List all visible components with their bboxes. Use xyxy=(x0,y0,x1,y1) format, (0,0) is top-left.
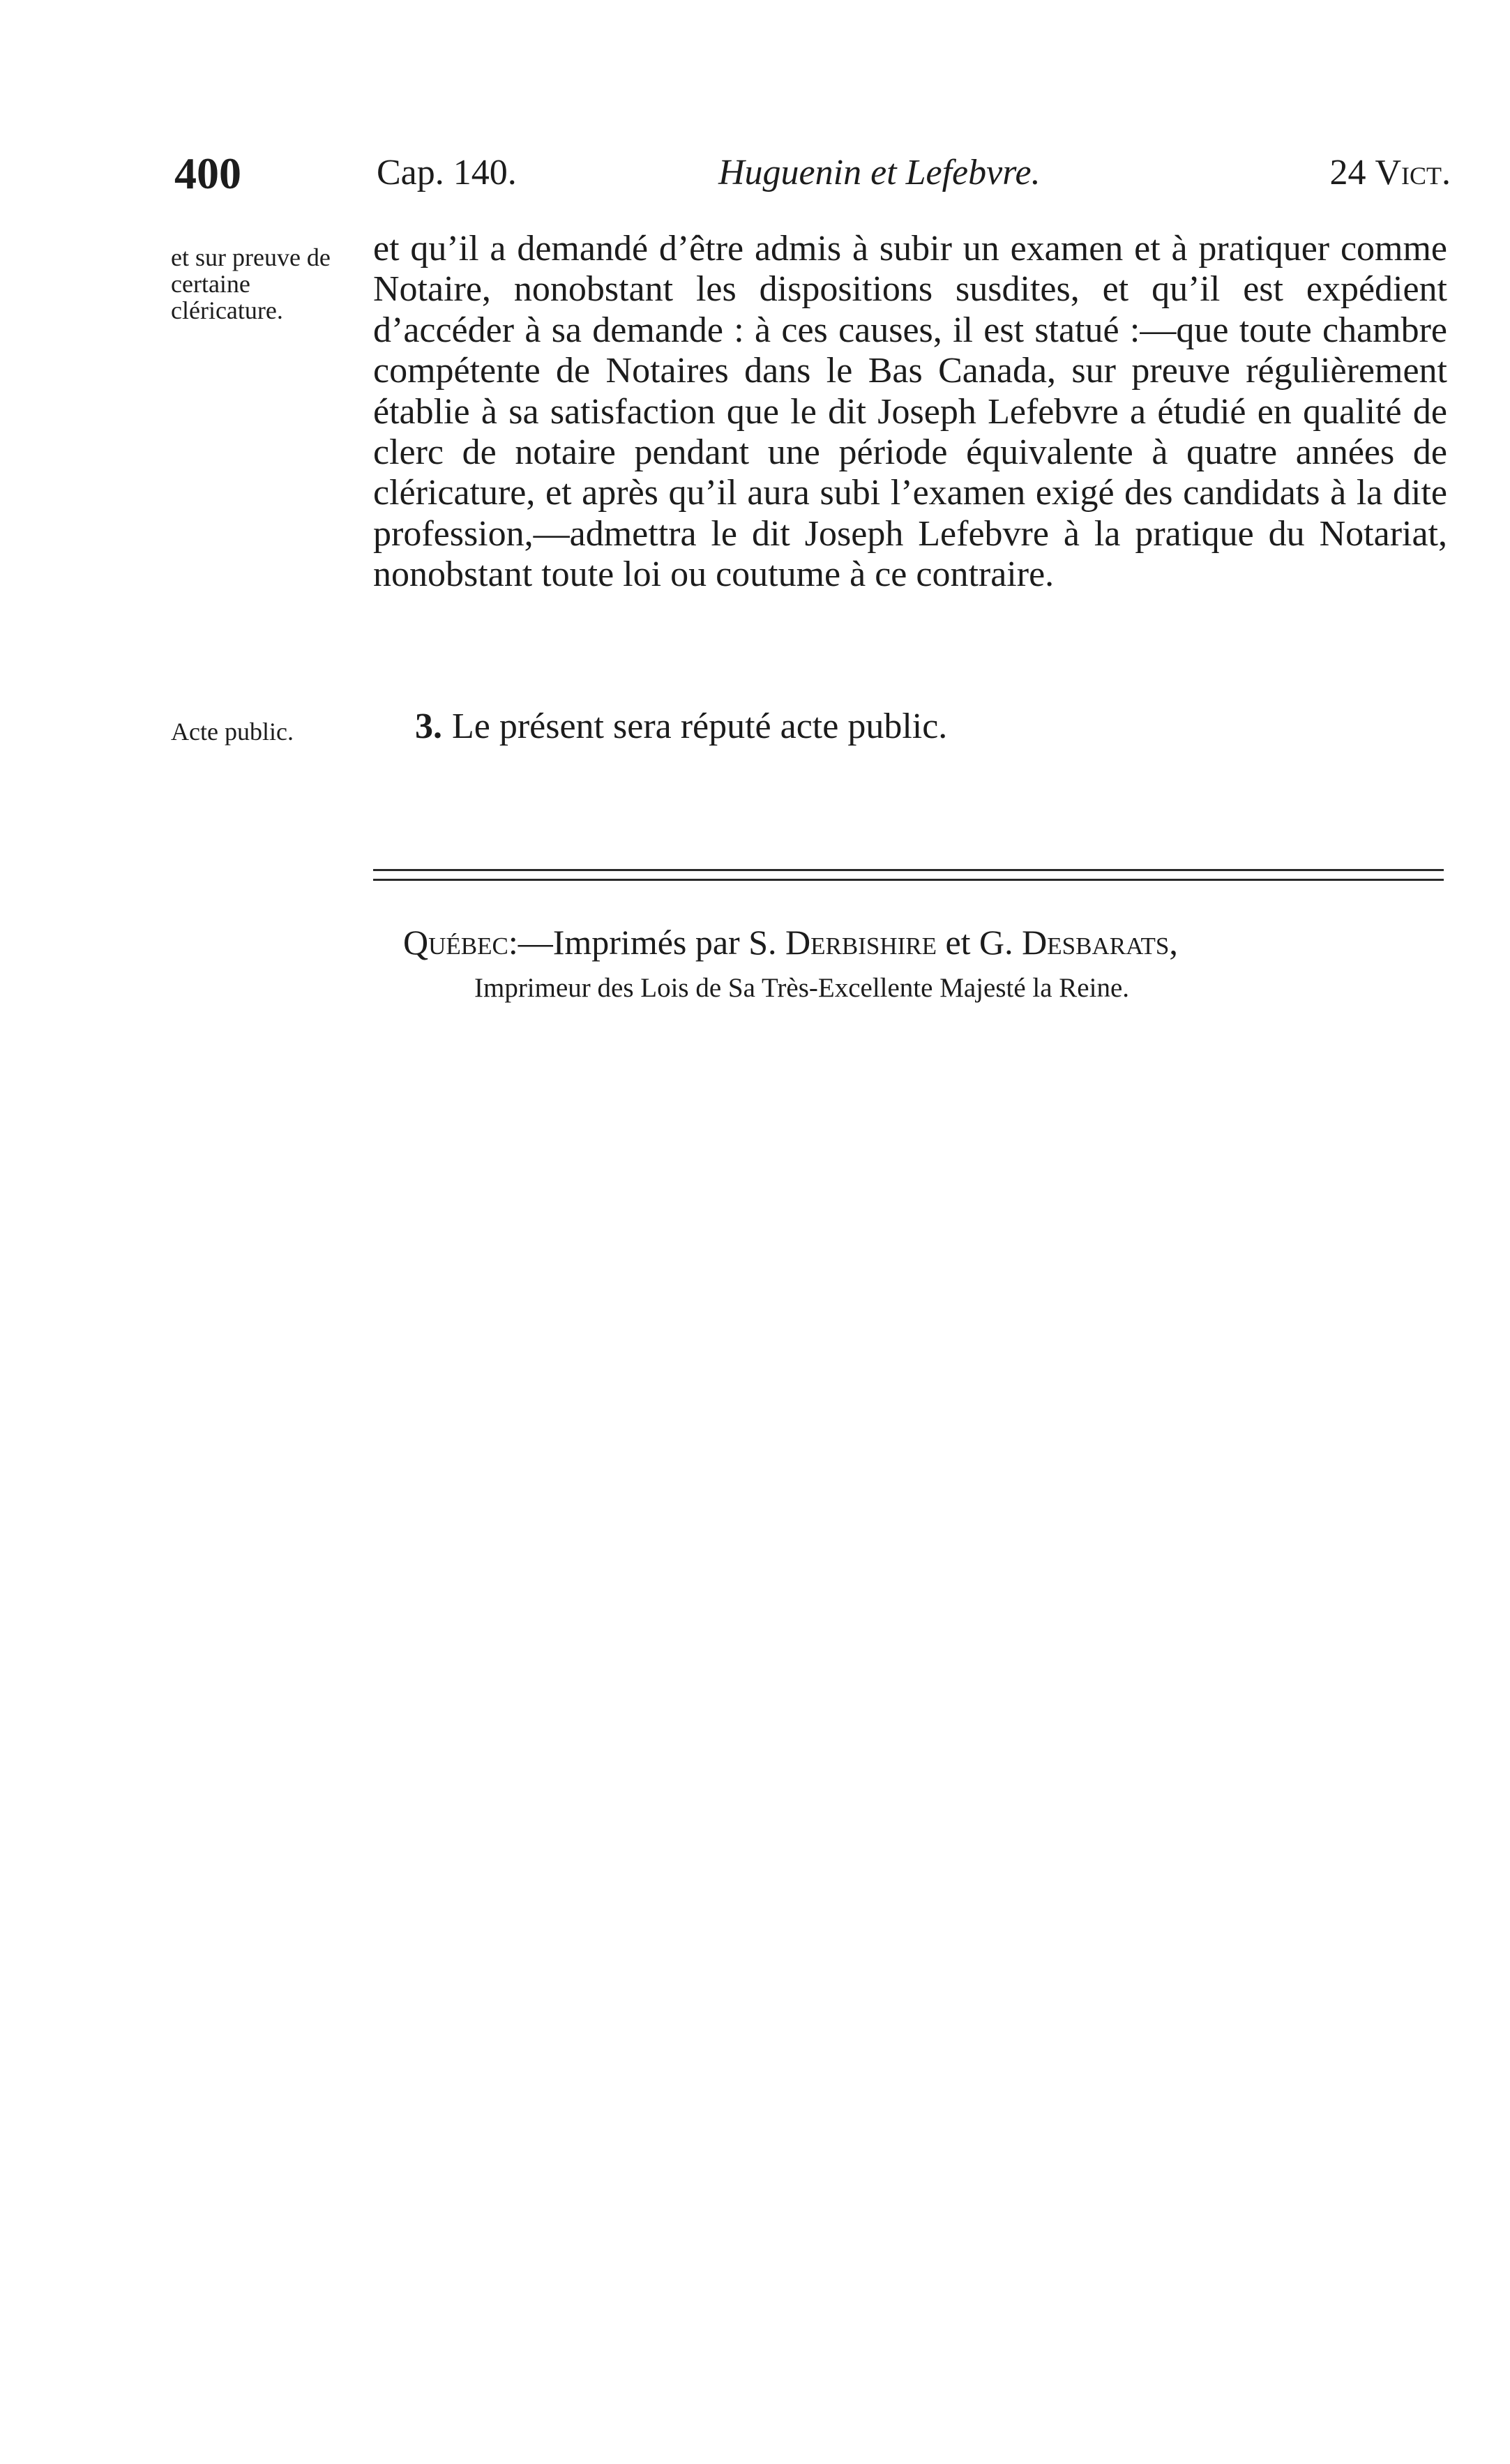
chapter-label: Cap. 140. xyxy=(377,153,517,192)
imprint-line-1 xyxy=(403,922,1449,962)
margin-note-acte-public: Acte public. xyxy=(171,718,294,746)
section-3 xyxy=(373,706,1447,748)
running-header xyxy=(174,148,1451,204)
imprint-printer-1: Derbishire xyxy=(785,923,937,962)
running-title: Huguenin et Lefebvre. xyxy=(718,153,1041,192)
regnal-year xyxy=(1329,152,1451,193)
imprint-conjunction: et G. xyxy=(945,923,1013,962)
paragraph-text: et qu’il a demandé d’être admis à subir un examen et à pratiquer comme Notaire, nonobstant les dispositions susdites, et qu’il est expédient d’accéder à sa demande : à ces causes, il est statué :—que toute chambre compétente de Notaires dans le Bas Canada, sur preuve régulièrement établie à sa satisfaction que le dit Joseph Lefebvre a étudié en qualité de clerc de notaire pendant une période équivalente à quatre années de cléricature, et après qu’il aura subi l’examen exigé des candidats à la dite profession,—admettra le dit Joseph Lefebvre à la pratique du Notariat, nonobstant toute loi ou coutume à ce contraire. xyxy=(373,229,1447,595)
margin-note-cléricature: et sur preuve de certaine cléricature. xyxy=(171,243,331,324)
section-text: Le présent sera réputé acte public. xyxy=(452,706,948,746)
imprint-city: Québec xyxy=(403,923,508,962)
main-paragraph xyxy=(373,229,1447,596)
imprint-printed-by: :—Imprimés par S. xyxy=(508,923,777,962)
imprint-printer-2: Desbarats, xyxy=(1022,923,1178,962)
double-rule-bottom xyxy=(373,879,1444,881)
imprint-line-2: Imprimeur des Lois de Sa Très-Excellente Majesté la Reine. xyxy=(474,973,1130,1003)
page-number: 400 xyxy=(174,149,241,198)
section-number: 3. xyxy=(415,706,442,746)
double-rule-top xyxy=(373,869,1444,871)
regnal-year-word: Vict. xyxy=(1375,153,1451,192)
regnal-year-number: 24 xyxy=(1329,153,1366,192)
